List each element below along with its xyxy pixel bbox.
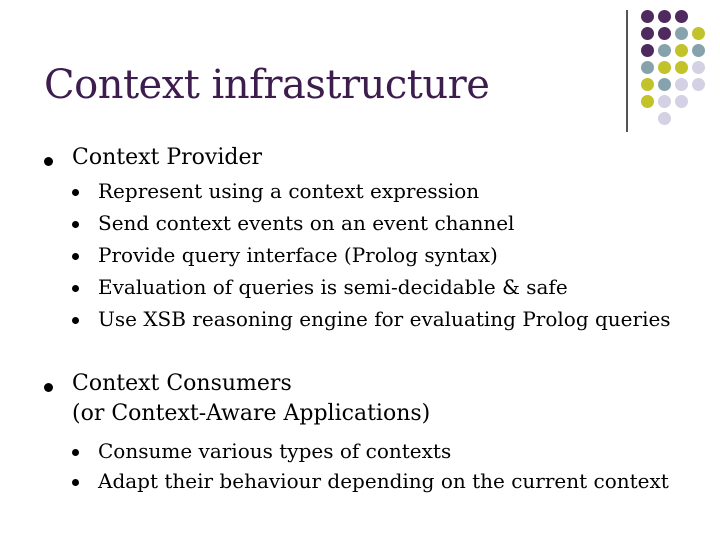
grid-dot	[692, 44, 705, 57]
bullet-dot-icon	[72, 253, 79, 260]
list-item-text: Evaluation of queries is semi-decidable & safe	[98, 275, 568, 299]
title-divider-line	[626, 10, 628, 132]
grid-dot	[658, 61, 671, 74]
bullet-dot-icon	[72, 449, 79, 456]
bullet-dot-icon	[72, 317, 79, 324]
list-item-text: Represent using a context expression	[98, 179, 480, 203]
grid-dot	[641, 61, 654, 74]
grid-dot	[658, 27, 671, 40]
list-item-text: Adapt their behaviour depending on the current context	[98, 469, 669, 493]
grid-dot	[641, 78, 654, 91]
bullet-dot-icon	[72, 189, 79, 196]
grid-dot	[675, 44, 688, 57]
grid-dot	[692, 27, 705, 40]
section-heading-line2: (or Context-Aware Applications)	[72, 401, 431, 426]
grid-dot	[692, 61, 705, 74]
section-heading: Context Consumers	[72, 371, 292, 396]
list-item-text: Use XSB reasoning engine for evaluating Prolog queries	[98, 307, 671, 331]
grid-dot	[675, 78, 688, 91]
bullet-dot-icon	[72, 479, 79, 486]
grid-dot	[658, 95, 671, 108]
list-item-text: Send context events on an event channel	[98, 211, 515, 235]
grid-dot	[675, 61, 688, 74]
grid-dot	[675, 95, 688, 108]
section-heading: Context Provider	[72, 145, 262, 170]
bullet-dot-icon	[72, 285, 79, 292]
grid-dot	[658, 44, 671, 57]
grid-dot	[658, 112, 671, 125]
bullet-dot-icon	[44, 157, 53, 166]
grid-dot	[641, 44, 654, 57]
list-item-text: Provide query interface (Prolog syntax)	[98, 243, 498, 267]
grid-dot	[641, 10, 654, 23]
grid-dot	[641, 27, 654, 40]
grid-dot	[675, 10, 688, 23]
list-item-text: Consume various types of contexts	[98, 439, 452, 463]
slide-title: Context infrastructure	[44, 62, 490, 108]
bullet-dot-icon	[44, 383, 53, 392]
bullet-dot-icon	[72, 221, 79, 228]
grid-dot	[692, 78, 705, 91]
grid-dot	[641, 95, 654, 108]
grid-dot	[658, 78, 671, 91]
grid-dot	[658, 10, 671, 23]
grid-dot	[675, 27, 688, 40]
